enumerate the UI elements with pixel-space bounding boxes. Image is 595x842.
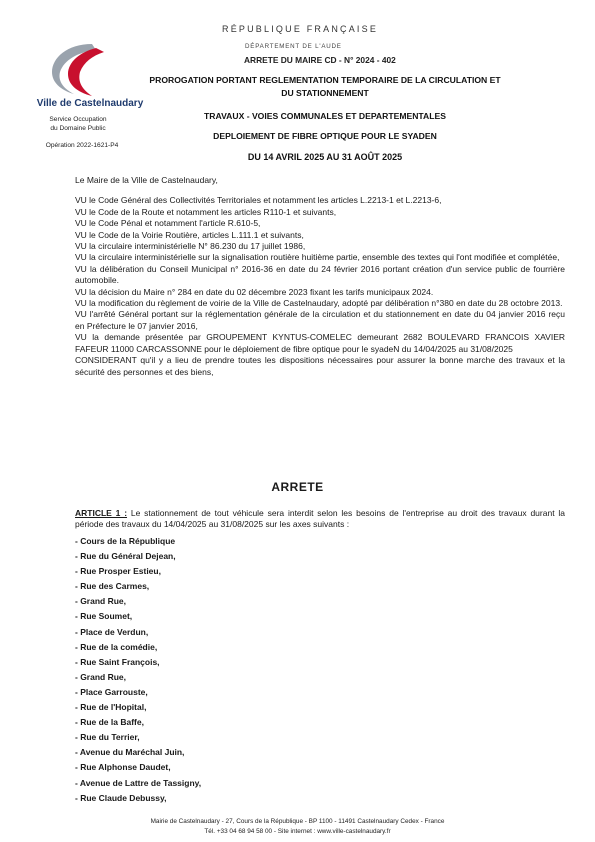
street-item: - Rue de l'Hopital, — [75, 702, 147, 713]
arrete-reference: ARRETE DU MAIRE CD - N° 2024 - 402 — [244, 55, 396, 65]
street-item: - Cours de la République — [75, 536, 176, 546]
street-item: - Avenue de Lattre de Tassigny, — [75, 777, 202, 788]
departement: DÉPARTEMENT DE L'AUDE — [245, 43, 342, 50]
considerant-11: VU la demande présentée par GROUPEMENT KYNTUS-COMELEC demeurant 2682 BOULEVARD FRANCOIS XAVIER FAFEUR 11000 CARCASSONNE pour le déploiement de fibre optique pour le syadeN du 14/04/2025 au 31/08/2025 — [75, 332, 565, 354]
travaux-title: TRAVAUX - VOIES COMMUNALES ET DEPARTEMENTALES — [204, 111, 446, 121]
article-1-text: Le stationnement de tout véhicule sera interdit selon les besoins de l'entreprise au droit des travaux durant la période des travaux du 14/04/2025 au 31/08/2025 sur les axes suivants : — [75, 508, 565, 530]
street-item: - Rue Prosper Estieu, — [75, 566, 161, 577]
considerant-8: VU la décision du Maire n° 284 en date du 02 décembre 2023 fixant les tarifs municipaux 2024. — [75, 286, 434, 297]
service-line-1: Service Occupation — [49, 116, 107, 123]
city-name: Ville de Castelnaudary — [36, 98, 144, 109]
considerant-5: VU la circulaire interministérielle N° 86.230 du 17 juillet 1986, — [75, 241, 306, 252]
considerant-2: VU le Code de la Route et notamment les articles R110-1 et suivants, — [75, 206, 337, 217]
street-item: - Rue Claude Debussy, — [75, 792, 167, 803]
article-1 — [75, 508, 565, 531]
street-list — [75, 534, 201, 806]
considerant-7: VU la délibération du Conseil Municipal n° 2016-36 en date du 24 février 2016 portant création d'un service public de fourrière automobile. — [75, 263, 565, 286]
street-item: - Rue Soumet, — [75, 611, 133, 622]
considerant-10: VU l'arrêté Général portant sur la réglementation générale de la circulation et du stationnement en date du 04 janvier 2016 reçu en Préfecture le 07 janvier 2016, — [75, 309, 565, 331]
considerant-4: VU le Code de la Voirie Routière, articles L.111.1 et suivants, — [75, 229, 304, 240]
service-line-2: du Domaine Public — [50, 124, 106, 132]
considerant-6: VU la circulaire interministérielle sur la signalisation routière huitième partie, ensemble des textes qui l'ont modifiée et complétée, — [75, 252, 560, 263]
street-item: - Rue de la comédie, — [75, 641, 158, 652]
street-item: - Grand Rue, — [75, 671, 127, 682]
considerant-3: VU le Code Pénal et notamment l'article R.610-5, — [75, 218, 261, 229]
street-item: - Place de Verdun, — [75, 626, 149, 637]
prorogation-title-2: DU STATIONNEMENT — [281, 88, 369, 98]
street-item: - Rue de la Baffe, — [75, 717, 144, 728]
intro: Le Maire de la Ville de Castelnaudary, — [75, 175, 218, 185]
considerant-1: VU le Code Général des Collectivités Territoriales et notamment les articles L.2213-1 et L.2213-6, — [75, 195, 442, 206]
street-item: - Rue du Général Dejean, — [75, 551, 176, 562]
republique-francaise: RÉPUBLIQUE FRANÇAISE — [222, 24, 379, 34]
street-item: - Rue des Carmes, — [75, 581, 150, 592]
considerant-9: VU la modification du règlement de voirie de la Ville de Castelnaudary, adopté par délibération n°380 en date du 28 octobre 2013. — [75, 298, 563, 309]
arrete-title: ARRETE — [271, 480, 324, 494]
article-1-label: ARTICLE 1 : — [75, 508, 128, 518]
dates-title: DU 14 AVRIL 2025 AU 31 AOÛT 2025 — [247, 152, 403, 162]
document-body — [75, 175, 565, 378]
operation-number: Opération 2022-1621-P4 — [45, 142, 119, 149]
footer-contact: Tél. +33 04 68 94 58 00 - Site internet : www.ville-castelnaudary.fr — [204, 828, 391, 835]
considerant-12: CONSIDERANT qu'il y a lieu de prendre toutes les dispositions nécessaires pour assurer la bonne marche des travaux et la sécurité des personnes et des biens, — [75, 355, 565, 377]
street-item: - Place Garrouste, — [75, 686, 148, 697]
street-item: - Rue Saint François, — [75, 656, 160, 667]
street-item: - Rue du Terrier, — [75, 732, 140, 743]
street-item: - Avenue du Maréchal Juin, — [75, 747, 185, 758]
deploiement-title: DEPLOIEMENT DE FIBRE OPTIQUE POUR LE SYADEN — [213, 131, 437, 141]
street-item: - Rue Alphonse Daudet, — [75, 762, 171, 773]
prorogation-title-1: PROROGATION PORTANT REGLEMENTATION TEMPORAIRE DE LA CIRCULATION ET — [149, 75, 501, 85]
footer-address: Mairie de Castelnaudary - 27, Cours de la République - BP 1100 - 11491 Castelnaudary Cedex - France — [150, 818, 445, 825]
street-item: - Grand Rue, — [75, 596, 127, 607]
